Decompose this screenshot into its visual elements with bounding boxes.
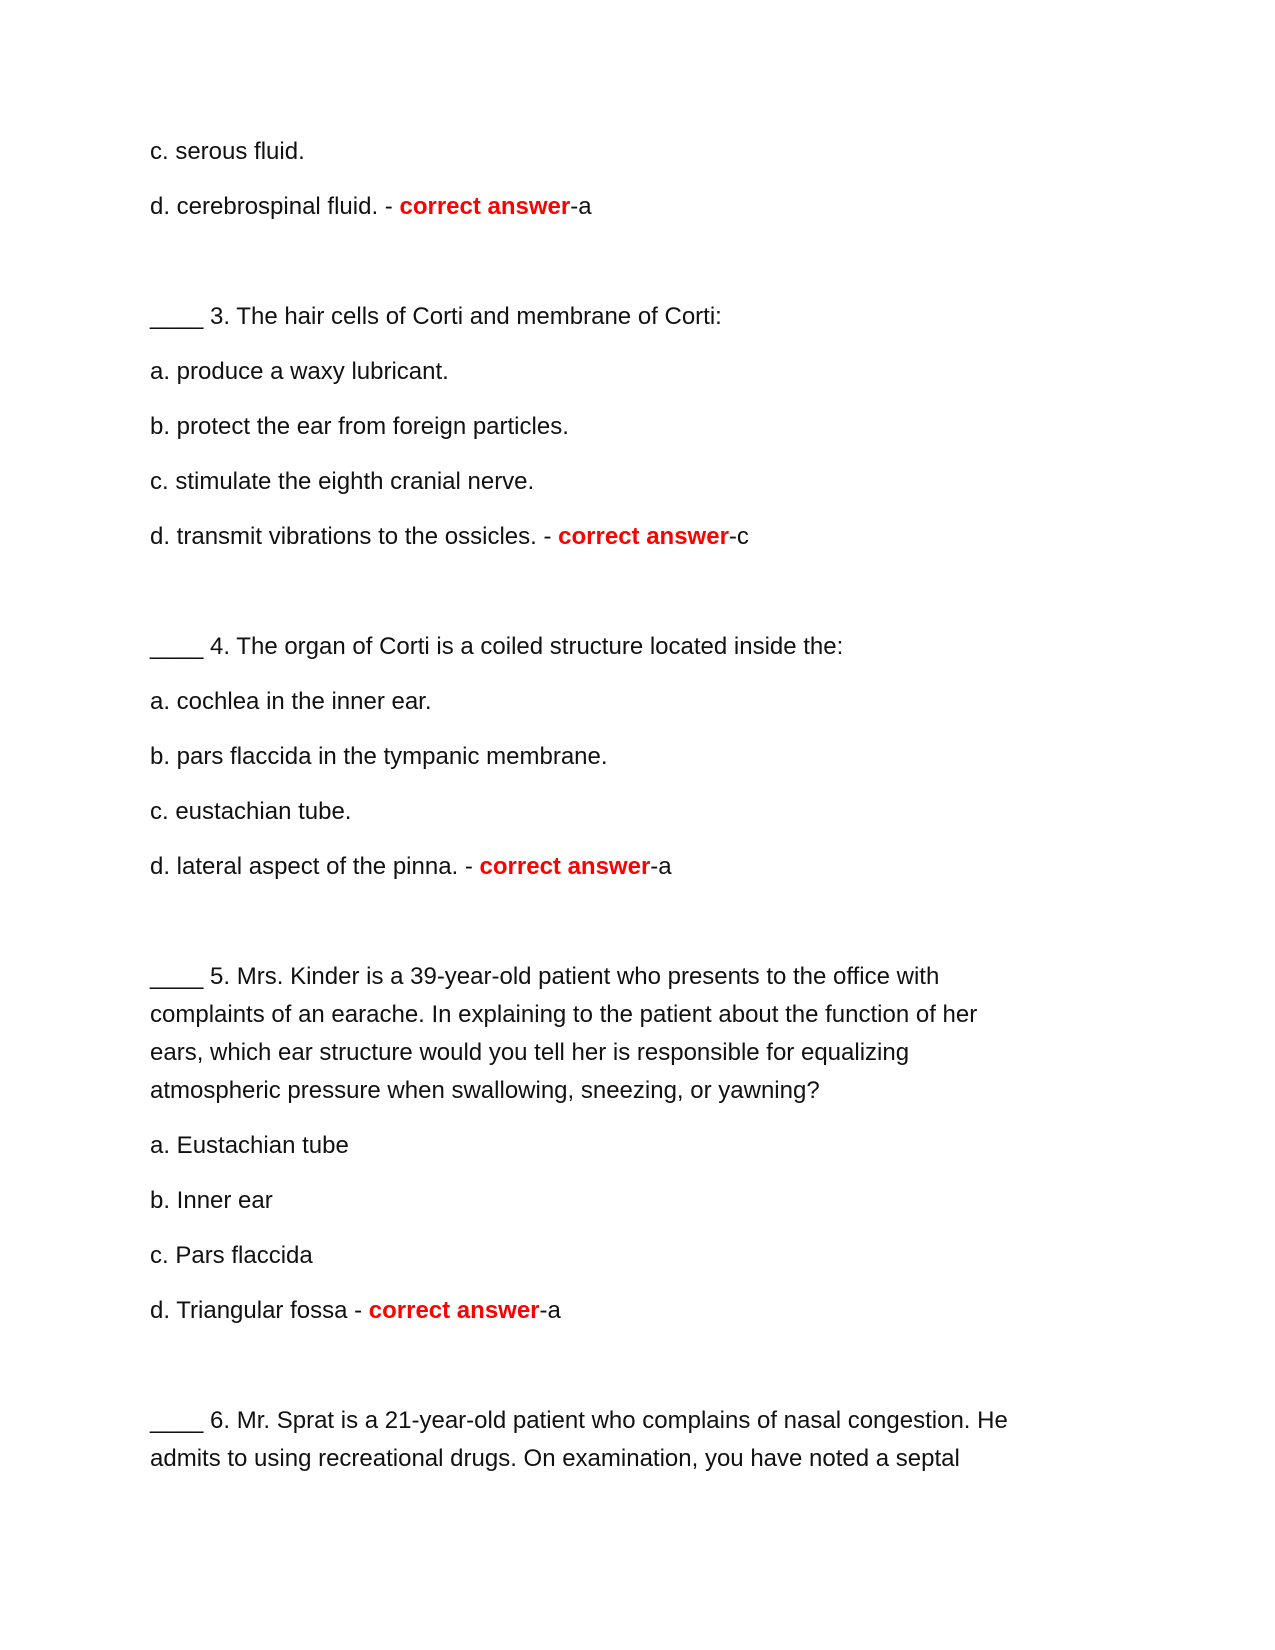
text-line [150,1132,349,1160]
line-text: c. Pars flaccida [150,1242,313,1269]
line-text: a. Eustachian tube [150,1132,349,1159]
text-line [150,1187,273,1215]
text-line [150,1039,909,1067]
line-text: ____ 5. Mrs. Kinder is a 39-year-old patient who presents to the office with [150,963,940,990]
text-line [150,1242,313,1270]
line-text: atmospheric pressure when swallowing, sneezing, or yawning? [150,1077,820,1104]
text-line [150,138,305,166]
line-text: a. produce a waxy lubricant. [150,358,449,385]
text-line [150,1407,1008,1435]
line-text: b. pars flaccida in the tympanic membrane. [150,743,608,770]
text-line [150,1001,977,1029]
line-text: complaints of an earache. In explaining to the patient about the function of her [150,1001,978,1028]
line-text: c. serous fluid. [150,138,305,165]
line-text: ____ 4. The organ of Corti is a coiled structure located inside the: [150,633,844,660]
text-line [150,1077,820,1105]
text-line [150,853,672,881]
answer-letter: -c [728,523,749,550]
line-text: ____ 3. The hair cells of Corti and membrane of Corti: [150,303,722,330]
line-text: a. cochlea in the inner ear. [150,688,432,715]
text-line [150,358,449,386]
correct-answer-label: correct answer [558,523,729,550]
line-text: d. Triangular fossa - [150,1297,369,1324]
line-text: d. lateral aspect of the pinna. - [150,853,480,880]
text-line [150,523,749,551]
text-line [150,1297,561,1325]
line-text: b. protect the ear from foreign particles. [150,413,569,440]
line-text: ____ 6. Mr. Sprat is a 21-year-old patient who complains of nasal congestion. He [150,1407,1008,1434]
text-line [150,193,592,221]
text-line [150,798,351,826]
text-line [150,743,608,771]
line-text: ears, which ear structure would you tell her is responsible for equalizing [150,1039,910,1066]
text-line [150,468,534,496]
answer-letter: -a [539,1297,561,1324]
correct-answer-label: correct answer [479,853,651,880]
line-text: b. Inner ear [150,1187,273,1214]
line-text: d. cerebrospinal fluid. - [150,193,400,220]
correct-answer-label: correct answer [368,1297,540,1324]
line-text: c. eustachian tube. [150,798,352,825]
answer-letter: -a [570,193,592,220]
line-text: d. transmit vibrations to the ossicles. - [150,523,559,550]
text-line [150,688,432,716]
answer-letter: -a [650,853,672,880]
text-line [150,303,722,331]
text-line [150,963,939,991]
text-line [150,1445,960,1473]
line-text: c. stimulate the eighth cranial nerve. [150,468,535,495]
line-text: admits to using recreational drugs. On examination, you have noted a septal [150,1445,960,1472]
text-line [150,413,569,441]
text-line [150,633,843,661]
correct-answer-label: correct answer [399,193,571,220]
